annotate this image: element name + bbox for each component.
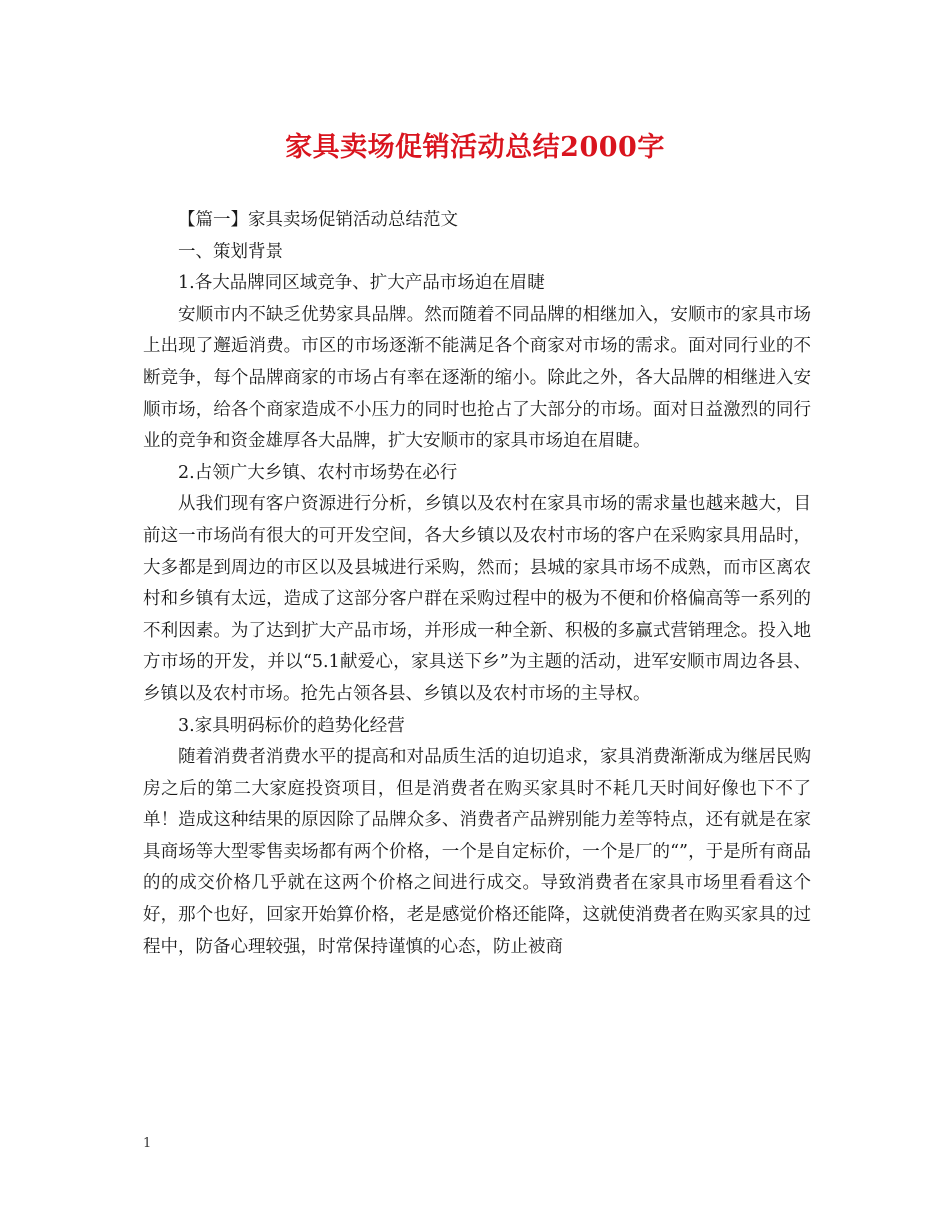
paragraph-rural-market: 从我们现有客户资源进行分析，乡镇以及农村在家具市场的需求量也越来越大，目前这一市场尚有很大的可开发空间，各大乡镇以及农村市场的客户在采购家具用品时，大多都是到周边的市区以及县城进行采购，然而；县城的家具市场不成熟，而市区离农村和乡镇有太远，造成了这部分客户群在采购过程中的极为不便和价格偏高等一系列的不利因素。为了达到扩大产品市场，并形成一种全新、积极的多赢式营销理念。投入地方市场的开发，并以“5.1献爱心，家具送下乡”为主题的活动，进军安顺市周边各县、乡镇以及农村市场。抢先占领各县、乡镇以及农村市场的主导权。 [143,494,811,704]
paragraph-price-marking: 随着消费者消费水平的提高和对品质生活的迫切追求，家具消费渐渐成为继居民购房之后的第二大家庭投资项目，但是消费者在购买家具时不耗几天时间好像也下不了单！造成这种结果的原因除了品牌众多、消费者产品辨别能力差等特点，还有就是在家具商场等大型零售卖场都有两个价格，一个是自定标价，一个是厂的“”，于是所有商品的的成交价格几乎就在这两个价格之间进行成交。导致消费者在家具市场里看看这个好，那个也好，回家开始算价格，老是感觉价格还能降，这就使消费者在购买家具的过程中，防备心理较强，时常保持谨慎的心态，防止被商 [143,747,811,957]
section-heading-background: 一、策划背景 [178,241,283,262]
section-heading-article-one: 【篇一】家具卖场促销活动总结范文 [178,210,458,230]
document-body [143,205,811,963]
subheading-rural-market: 2.占领广大乡镇、农村市场势在必行 [178,462,458,483]
paragraph-brand-competition: 安顺市内不缺乏优势家具品牌。然而随着不同品牌的相继加入，安顺市的家具市场上出现了邂逅消费。市区的市场逐渐不能满足各个商家对市场的需求。面对同行业的不断竞争，每个品牌商家的市场占有率在逐渐的缩小。除此之外，各大品牌的相继进入安顺市场，给各个商家造成不小压力的同时也抢占了大部分的市场。面对日益激烈的同行业的竞争和资金雄厚各大品牌，扩大安顺市的家具市场迫在眉睫。 [143,304,811,452]
document-title: 家具卖场促销活动总结2000字 [285,132,665,163]
subheading-brand-competition: 1.各大品牌同区域竞争、扩大产品市场迫在眉睫 [178,273,545,294]
page-number: 1 [143,1136,152,1151]
subheading-price-marking: 3.家具明码标价的趋势化经营 [178,715,405,736]
